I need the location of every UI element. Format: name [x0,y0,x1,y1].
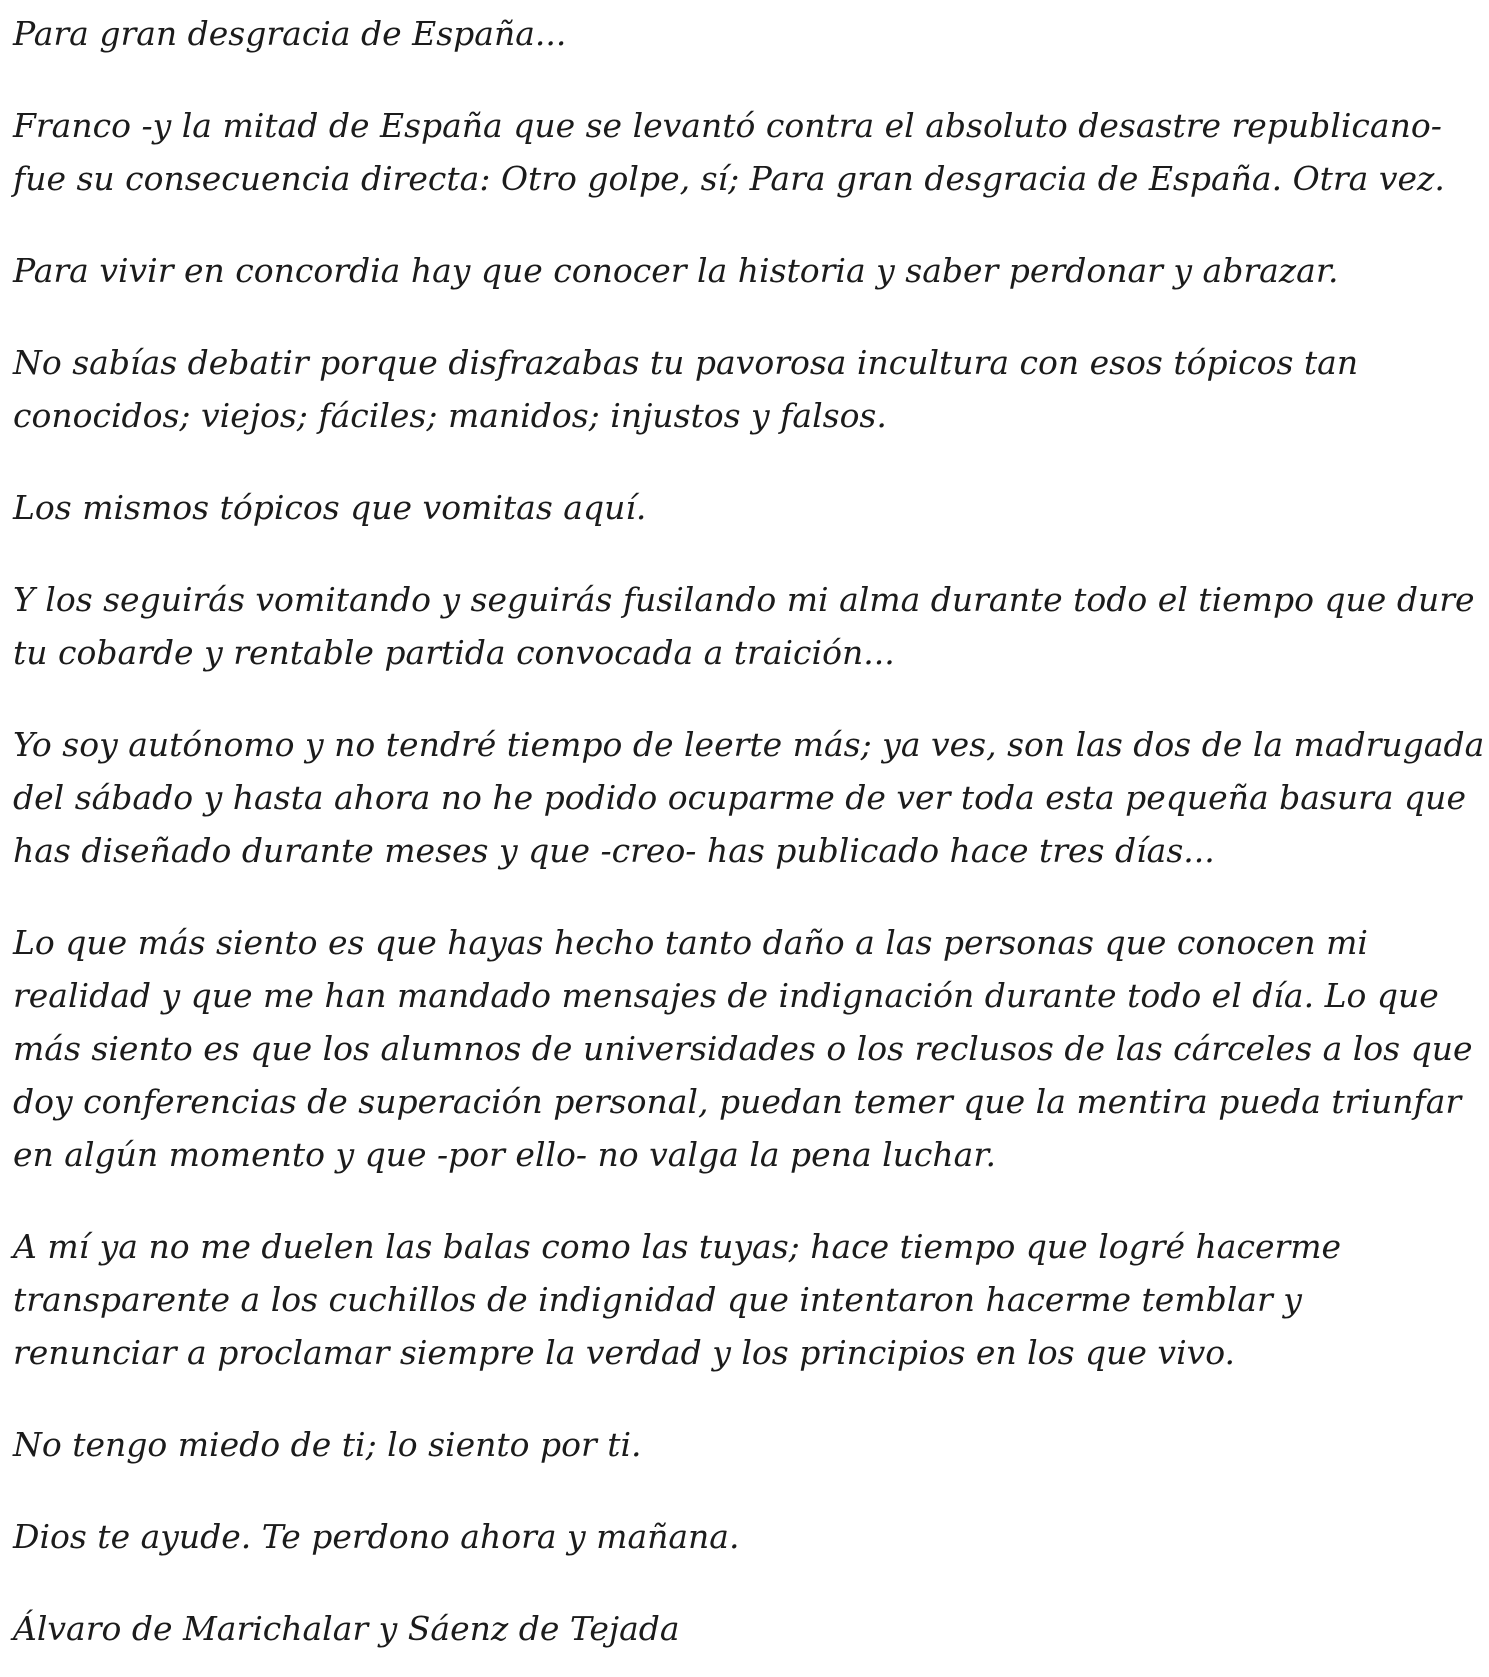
text-line: fue su consecuencia directa: Otro golpe, sí; Para gran desgracia de España. Otra vez. [13,159,1445,198]
paragraph [13,244,1468,297]
paragraph [13,718,1485,877]
text-line: A mí ya no me duelen las balas como las tuyas; hace tiempo que logré hacerme [13,1227,1342,1266]
text-line: has diseñado durante meses y que -creo- has publicado hace tres días... [13,831,1215,870]
text-line: más siento es que los alumnos de universidades o los reclusos de las cárceles a los que [13,1029,1473,1068]
paragraph [13,99,1468,205]
signature-text: Álvaro de Marichalar y Sáenz de Tejada [13,1609,680,1648]
paragraph [13,1418,1468,1471]
text-line: Franco -y la mitad de España que se levantó contra el absoluto desastre republicano- [13,106,1442,145]
paragraph [13,916,1473,1181]
text-line: Lo que más siento es que hayas hecho tanto daño a las personas que conocen mi [13,923,1368,962]
text-line: del sábado y hasta ahora no he podido ocuparme de ver toda esta pequeña basura que [13,778,1466,817]
text-line: tu cobarde y rentable partida convocada a traición... [13,633,895,672]
signature [13,1602,1468,1655]
letter-document [13,0,1485,1655]
text-line: conocidos; viejos; fáciles; manidos; injustos y falsos. [13,396,887,435]
paragraph [13,1220,1468,1379]
text-line: doy conferencias de superación personal, puedan temer que la mentira pueda triunfar [13,1082,1462,1121]
text-line: Dios te ayude. Te perdono ahora y mañana. [13,1517,740,1556]
text-line: No sabías debatir porque disfrazabas tu pavorosa incultura con esos tópicos tan [13,343,1359,382]
paragraph [13,481,1468,534]
text-line: No tengo miedo de ti; lo siento por ti. [13,1425,642,1464]
text-line: transparente a los cuchillos de indignidad que intentaron hacerme temblar y [13,1280,1302,1319]
text-line: en algún momento y que -por ello- no valga la pena luchar. [13,1135,996,1174]
paragraph [13,7,1468,60]
paragraph [13,336,1468,442]
text-line: Para gran desgracia de España... [13,14,567,53]
text-line: realidad y que me han mandado mensajes de indignación durante todo el día. Lo que [13,976,1439,1015]
text-line: Yo soy autónomo y no tendré tiempo de leerte más; ya ves, son las dos de la madrugada [13,725,1485,764]
text-line: Y los seguirás vomitando y seguirás fusilando mi alma durante todo el tiempo que dure [13,580,1475,619]
paragraph [13,573,1475,679]
text-line: Para vivir en concordia hay que conocer la historia y saber perdonar y abrazar. [13,251,1339,290]
paragraph [13,1510,1468,1563]
text-line: Los mismos tópicos que vomitas aquí. [13,488,647,527]
text-line: renunciar a proclamar siempre la verdad y los principios en los que vivo. [13,1333,1236,1372]
